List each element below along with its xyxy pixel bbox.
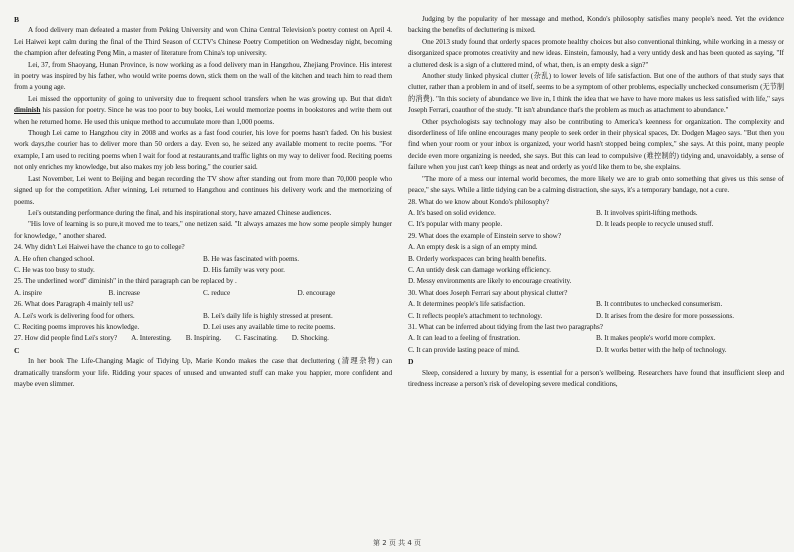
option-26d[interactable]: D. Lei uses any available time to recite poems.	[203, 322, 336, 331]
option-27c[interactable]: C. Fascinating.	[235, 334, 278, 343]
option-24d[interactable]: D. His family was very poor.	[203, 265, 285, 274]
option-24c[interactable]: C. He was too busy to study.	[14, 265, 95, 274]
section-d-heading: D	[408, 357, 414, 367]
question-26: 26. What does Paragraph 4 mainly tell us?	[14, 300, 134, 309]
passage-c-paragraph-2: Judging by the popularity of her message and method, Kondo's philosophy satisfies many people's need. Yet the evidence backing the benefits of decluttering is mixed.	[408, 15, 784, 35]
option-26c[interactable]: C. Reciting poems improves his knowledge.	[14, 322, 140, 331]
question-26-options-row-2	[14, 322, 392, 333]
passage-b-paragraph-2: Lei, 37, from Shaoyang, Hunan Province, is now working as a food delivery man in Hangzhou, Zhejiang Province. His interest in poetry was inspired by his father, who would write poems down, stick them on the wall of the kitchen and teach him to read them from a young age.	[14, 60, 392, 92]
question-25: 25. The underlined word" diminish" in the third paragraph can be replaced by .	[14, 277, 237, 286]
option-30c[interactable]: C. It reflects people's attachment to technology.	[408, 311, 543, 320]
left-column	[14, 14, 392, 390]
passage-c-paragraph-1: In her book The Life-Changing Magic of Tidying Up, Marie Kondo makes the case that decluttering (清理杂物) can dramatically transform your life. Ridding your spaces of unused and unwanted stuff can make you happier, more confident and maybe even slimmer.	[14, 357, 392, 388]
option-25d[interactable]: D. encourage	[297, 288, 336, 297]
passage-c-paragraph-4: Another study linked physical clutter (杂乱) to lower levels of life satisfaction. But one of the authors of that study says that clutter, rather than a problem in and of itself, seems to be a symptom of other problems, especially unchecked consumerism (无节制的消费). "In this society of abundance we live in, I think the idea that we have to have more makes us less satisfied with life," says Joseph Ferrari, coauthor of the study. "It isn't abundance that's the problem as much as attachment to abundance."	[408, 72, 784, 115]
option-31d[interactable]: D. It works better with the help of technology.	[596, 345, 727, 354]
option-27d[interactable]: D. Shocking.	[291, 334, 329, 343]
option-28c[interactable]: C. It's popular with many people.	[408, 220, 503, 229]
option-24b[interactable]: B. He was fascinated with poems.	[203, 254, 300, 263]
passage-d-paragraph-1: Sleep, considered a luxury by many, is essential for a person's wellbeing. Researchers have found that insufficient sleep and tiredness increase a person's risk of developing severe medical conditions,	[408, 368, 784, 388]
option-27a[interactable]: A. Interesting.	[131, 334, 172, 343]
p3-end: his passion for poetry. Since he was too poor to buy books, Lei would memorize poems in bookstores and write them out when he returned home. He used this unique method to accumulate more than 1,000 poems.	[14, 106, 392, 126]
question-30-options-row-1	[408, 299, 784, 310]
right-column	[408, 14, 784, 390]
option-30d[interactable]: D. It arises from the desire for more possessions.	[596, 311, 735, 320]
passage-c-paragraph-6: "The more of a mess our internal world becomes, the more likely we are to grab onto something that gives us this sense of peace," she says. While a little tidying can be a calming distraction, she says, it's a temporary bandage, not a cure.	[408, 174, 784, 195]
question-24-options-row-2	[14, 265, 392, 276]
option-28b[interactable]: B. It involves spirit-lifting methods.	[596, 208, 698, 217]
question-31: 31. What can be inferred about tidying from the last two paragraphs?	[408, 322, 603, 331]
underlined-word-diminish: diminish	[14, 106, 41, 115]
option-29b[interactable]: B. Orderly workspaces can bring health benefits.	[408, 254, 547, 263]
option-30a[interactable]: A. It determines people's life satisfaction.	[408, 300, 526, 309]
option-25b[interactable]: B. increase	[108, 288, 140, 297]
option-31c[interactable]: C. It can provide lasting peace of mind.	[408, 345, 520, 354]
question-26-options-row-1	[14, 311, 392, 322]
section-b-heading: B	[14, 15, 20, 24]
passage-b-paragraph-4: Though Lei came to Hangzhou city in 2008 and works as a fast food courier, his love for poems hasn't faded. On his busiest work days,the courier has to deliver more than 50 orders a day. Even so, he seized any available moment to recite poems. "For example, I am used to reciting poems when I wait for food at restaurants,and traffic lights on my way to deliver food. Reciting poems not only enriches my knowledge, but also makes my job less boring," the courier said.	[14, 129, 392, 172]
option-31a[interactable]: A. It can lead to a feeling of frustration.	[408, 334, 521, 343]
passage-b-paragraph-5: Last November, Lei went to Beijing and began recording the TV show after standing out from more than 70,000 people who signed up for the competition. After winning, Lei returned to Hangzhou and continues his delivery work and the memorizing of poems.	[14, 174, 392, 206]
passage-b-paragraph-7: "His love of learning is so pure,it moved me to tears," one netizen said. "It always amazes me how some people simply hunger for knowledge, " another shared.	[14, 220, 392, 240]
question-31-options-row-2	[408, 345, 784, 356]
passage-b-paragraph-1: A food delivery man defeated a master from Peking University and won China Central Television's poetry contest on April 4. Lei Haiwei kept calm during the final of the Third Season of CCTV's Chinese Poetry Competition on Wednesday night, becoming the champion after defeating Peng Min, a master of literature from China's top university.	[14, 26, 392, 58]
question-27: 27. How did people find Lei's story?	[14, 334, 118, 343]
option-27b[interactable]: B. Inspiring.	[185, 334, 222, 343]
option-28a[interactable]: A. It's based on solid evidence.	[408, 208, 496, 217]
option-29d[interactable]: D. Messy environments are likely to encourage creativity.	[408, 277, 572, 286]
page-number-footer: 第 2 页 共 4 页	[372, 539, 422, 547]
option-31b[interactable]: B. It makes people's world more complex.	[596, 334, 716, 343]
question-30-options-row-2	[408, 311, 784, 322]
option-30b[interactable]: B. It contributes to unchecked consumerism.	[596, 300, 723, 309]
passage-c-paragraph-5: Other psychologists say technology may also be contributing to America's keenness for organization. The complexity and disorderliness of life online encourages many people to seek order in their physical spaces, Dr. Dodgen Mageo says. "But then you find when your room or your inbox is organized, your world hasn't stopped being complex," she says. At this point, many people decide even more organizing is needed, she says. But this can lead to compulsive (难控制的) tidying and, unavoidably, a sense of failure when you just can't keep things as neat and orderly as you'd like them to be, she explains.	[408, 117, 784, 172]
question-31-options-row-1	[408, 333, 784, 344]
passage-c-paragraph-3: One 2013 study found that orderly spaces promote healthy choices but also conventional thinking, while working in a messy or disorganized space promotes creativity and new ideas. Einstein, famously, had a very untidy desk and has been quoted as saying, "If a cluttered desk is a sign of a cluttered mind, of what, then, is an empty desk a sign?"	[408, 37, 784, 69]
section-c-heading: C	[14, 345, 20, 355]
option-25c[interactable]: C. reduce	[203, 288, 231, 297]
option-25a[interactable]: A. inspire	[14, 288, 42, 297]
question-24-options-row-1	[14, 254, 392, 265]
option-26b[interactable]: B. Lei's daily life is highly stressed at present.	[203, 311, 333, 320]
question-24: 24. Why didn't Lei Haiwei have the chance to go to college?	[14, 243, 185, 252]
option-29a[interactable]: A. An empty desk is a sign of an empty mind.	[408, 243, 538, 252]
question-25-options	[14, 288, 392, 299]
option-26a[interactable]: A. Lei's work is delivering food for others.	[14, 311, 135, 320]
question-27-line	[14, 333, 392, 344]
question-28-options-row-1	[408, 208, 784, 219]
question-28-options-row-2	[408, 219, 784, 230]
option-24a[interactable]: A. He often changed school.	[14, 254, 95, 263]
passage-b-paragraph-6: Lei's outstanding performance during the final, and his inspirational story, have amazed Chinese audiences.	[28, 208, 332, 217]
question-29: 29. What does the example of Einstein serve to show?	[408, 231, 561, 240]
question-28: 28. What do we know about Kondo's philosophy?	[408, 197, 550, 206]
passage-b-paragraph-3	[14, 94, 392, 128]
question-30: 30. What does Joseph Ferrari say about physical clutter?	[408, 288, 568, 297]
p3-start: Lei missed the opportunity of going to university due to frequent school transfers when he was growing up. But that didn't	[28, 94, 392, 103]
option-29c[interactable]: C. An untidy desk can damage working efficiency.	[408, 265, 551, 274]
option-28d[interactable]: D. It leads people to recycle unused stuff.	[596, 220, 714, 229]
